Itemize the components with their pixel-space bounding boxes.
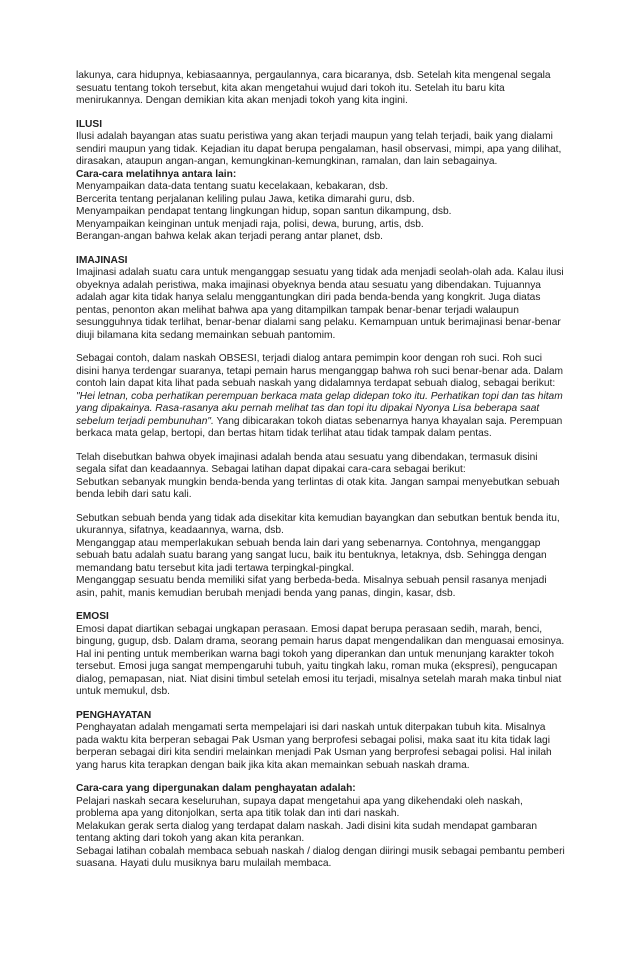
imajinasi-heading: IMAJINASI <box>76 254 128 266</box>
emosi-body: Emosi dapat diartikan sebagai ungkapan perasaan. Emosi dapat berupa perasaan sedih, marah, benci, bingung, gugup, dsb. Dalam drama, seorang pemain harus dapat mengendalikan dan menguasai emosinya. Hal ini penting untuk memberikan warna bagi tokoh yang diperankan dan untuk menunjang karakter tokoh tersebut. Emosi juga sangat mempengaruhi tubuh, yaitu tingkah laku, roman muka (ekspresi), pengucapan dialog, pemapasan, niat. Niat disini timbul setelah emosi itu terjadi, misalnya setelah marah maka tinbul niat untuk memukul, dsb. <box>76 623 565 697</box>
ilusi-heading: ILUSI <box>76 118 103 130</box>
ilusi-item: Berangan-angan bahwa kelak akan terjadi perang antar planet, dsb. <box>76 231 383 242</box>
ilusi-item: Menyampaikan keinginan untuk menjadi raja, polisi, dewa, burung, artis, dsb. <box>76 218 424 230</box>
imajinasi-paragraph-2 <box>76 353 566 441</box>
ilusi-item: Menyampaikan pendapat tentang lingkungan hidup, sopan santun dikampung, dsb. <box>76 206 452 217</box>
imajinasi-exercise: Sebutkan sebuah benda yang tidak ada disekitar kita kemudian bayangkan dan sebutkan bentuk benda itu, ukurannya, sifatnya, keadaannya, warna, dsb. <box>76 512 560 536</box>
penghayatan-subheading: Cara-cara yang dipergunakan dalam penghayatan adalah: <box>76 783 356 794</box>
imajinasi-paragraph-3: Sebutkan sebanyak mungkin benda-benda yang terlintas di otak kita. Jangan sampai menyebutkan sebuah benda lebih dari satu kali. <box>76 476 560 500</box>
imajinasi-p2-lead: Sebagai contoh, dalam naskah OBSESI, terjadi dialog antara pemimpin koor dengan roh suci. Roh suci disini hanya terdengar suaranya, tetapi pemain harus menganggap bahwa roh suci benar-benar ada. Dalam contoh lain dapat kita lihat pada sebuah naskah yang didalamnya terdapat sebuah dialog, sebagai berikut: <box>76 353 564 389</box>
document-page <box>76 70 566 871</box>
imajinasi-exercise: Menganggap atau memperlakukan sebuah benda lain dari yang sebenarnya. Contohnya, menganggap sebuah batu adalah suatu barang yang sangat lucu, baik itu bentuknya, letaknya, dsb. Sehingga dengan memandang batu tersebut kita jadi tertawa terpingkal-pingkal. <box>76 537 547 574</box>
emosi-heading: EMOSI <box>76 611 109 622</box>
intro-paragraph: lakunya, cara hidupnya, kebiasaannya, pergaulannya, cara bicaranya, dsb. Setelah kita mengenal segala sesuatu tentang tokoh tersebut, kita akan mengetahui wujud dari tokoh itu. Setelah itu baru kita menirukannya. Dengan demikian kita akan menjadi tokoh yang kita ingini. <box>76 70 551 106</box>
imajinasi-paragraph-1: Imajinasi adalah suatu cara untuk menganggap sesuatu yang tidak ada menjadi seolah-olah ada. Kalau ilusi obyeknya adalah peristiwa, maka imajinasi obyeknya benda atau sesuatu yang dibendakan. Tujuannya adalah agar kita tidak hanya selalu menggantungkan diri pada benda-benda yang kongkrit. Juga diatas pentas, penonton akan melihat bahwa apa yang ditampilkan tampak benar-benar terjadi walaupun sesungguhnya tidak terlihat, benar-benar dialami sang pelaku. Kemampuan untuk berimajinasi benar-benar diuji bilamana kita sedang memainkan sebuah pantomim. <box>76 267 564 341</box>
penghayatan-body: Penghayatan adalah mengamati serta mempelajari isi dari naskah untuk diterpakan tubuh kita. Misalnya pada waktu kita berperan sebagai Pak Usman yang berprofesi sebagai polisi, maka saat itu kita tidak lagi berperan sebagai diri kita sendiri melainkan menjadi Pak Usman yang berprofesi sebagai polisi. Hal inilah yang harus kita terapkan dengan baik jika kita akan memainkan sebuah naskah drama. <box>76 722 552 771</box>
ilusi-item: Bercerita tentang perjalanan keliling pulau Jawa, ketika dimarahi guru, dsb. <box>76 193 415 205</box>
penghayatan-item: Sebagai latihan cobalah membaca sebuah naskah / dialog dengan diiringi musik sebagai pembantu pemberi suasana. Hayati dulu musiknya baru mulailah membaca. <box>76 845 565 869</box>
penghayatan-heading: PENGHAYATAN <box>76 709 152 721</box>
imajinasi-exercise: Menganggap sesuatu benda memiliki sifat yang berbeda-beda. Misalnya sebuah pensil rasanya menjadi asin, pahit, manis kemudian berubah menjadi benda yang panas, dingin, kasar, dsb. <box>76 575 547 599</box>
penghayatan-item: Pelajari naskah secara keseluruhan, supaya dapat mengetahui apa yang dikehendaki oleh naskah, problema apa yang ditonjolkan, serta apa titik tolak dan inti dari naskah. <box>76 795 523 819</box>
imajinasi-paragraph-3: Telah disebutkan bahwa obyek imajinasi adalah benda atau sesuatu yang dibendakan, termasuk disini segala sifat dan keadaannya. Sebagai latihan dapat dipakai cara-cara sebagai berikut: <box>76 451 538 475</box>
dialog-quote: "Hei letnan, coba perhatikan perempuan berkaca mata gelap didepan toko itu. Perhatikan topi dan tas hitam yang dipakainya. Rasa-rasanya aku pernah melihat tas dan topi itu dipakai Nyonya Lisa beberapa saat sebelum terjadi pembunuhan". <box>76 390 563 427</box>
ilusi-body: Ilusi adalah bayangan atas suatu peristiwa yang akan terjadi maupun yang telah terjadi, baik yang dialami sendiri maupun yang tidak. Kejadian itu dapat berupa pengalaman, hasil observasi, mimpi, apa yang dilihat, dirasakan, ataupun angan-angan, kemungkinan-kemungkinan, ramalan, dan lain sebagainya. <box>76 131 562 167</box>
ilusi-item: Menyampaikan data-data tentang suatu kecelakaan, kebakaran, dsb. <box>76 181 389 192</box>
imajinasi-p2-tail: Yang dibicarakan tokoh diatas sebenarnya hanya khayalan saja. Perempuan berkaca mata gelap, bertopi, dan bertas hitam tidak terlihat atau tidak tampak dalam pentas. <box>76 415 563 439</box>
penghayatan-item: Melakukan gerak serta dialog yang terdapat dalam naskah. Jadi disini kita sudah mendapat gambaran tentang akting dari tokoh yang akan kita perankan. <box>76 820 537 844</box>
ilusi-subheading: Cara-cara melatihnya antara lain: <box>76 168 237 180</box>
